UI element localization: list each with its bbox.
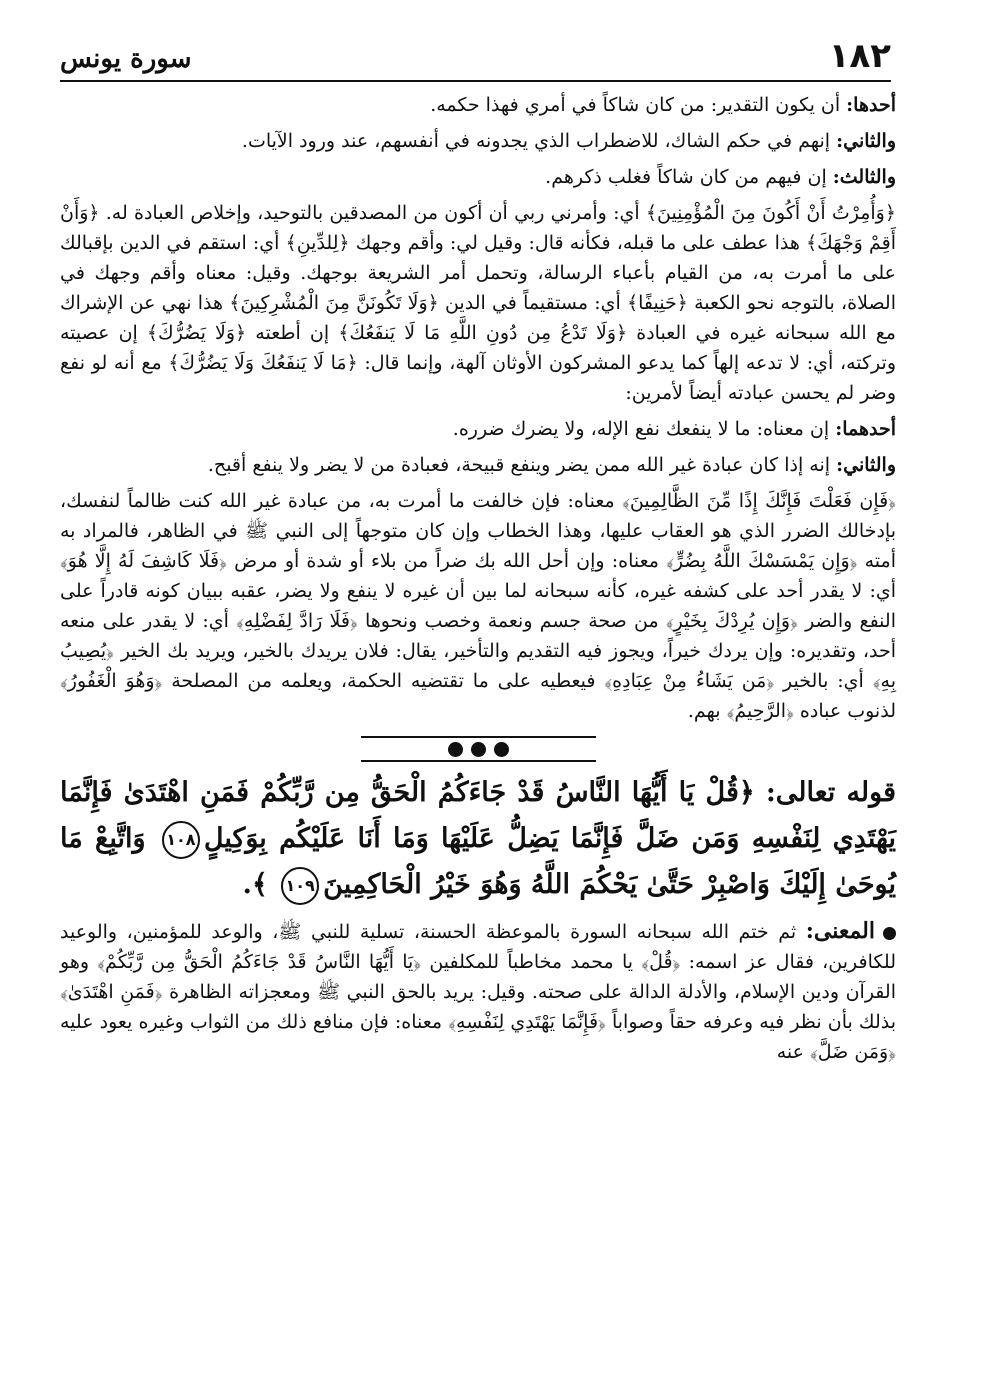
verse-text: وَاتَّبِعْ مَا يُوحَىٰ إِلَيْكَ وَاصْبِرْ حَتَّىٰ يَحْكُمَ اللَّهُ وَهُوَ خَيْرُ الْحَاكِمِينَ	[60, 823, 896, 900]
list-item	[60, 90, 896, 120]
meaning-text: ثم ختم الله سبحانه السورة بالموعظة الحسنة، تسلية للنبي ﷺ، والوعد للمؤمنين، والوعيد للكافرين، فقال عز اسمه: ﴿قُلْ﴾ يا محمد مخاطباً للمكلفين ﴿يَا أَيُّهَا النَّاسُ قَدْ جَاءَكُمُ الْحَقُّ مِن رَّبِّكُمْ﴾ وهو القرآن ودين الإسلام، والأدلة الدالة على صحته. وقيل: يريد بالحق النبي ﷺ ومعجزاته الظاهرة ﴿فَمَنِ اهْتَدَىٰ﴾ بذلك بأن نظر فيه وعرفه حقاً وصواباً ﴿فَإِنَّمَا يَهْتَدِي لِنَفْسِهِ﴾ معناه: فإن منافع ذلك من الثواب وغيره يعود عليه ﴿وَمَن ضَلَّ﴾ عنه	[60, 921, 896, 1063]
item-text: أن يكون التقدير: من كان شاكاً في أمري فهذا حكمه.	[430, 94, 847, 116]
commentary-paragraph: ﴿وَأُمِرْتُ أَنْ أَكُونَ مِنَ الْمُؤْمِنِينَ﴾ أي: وأمرني ربي أن أكون من المصدقين بالتوحيد، وإخلاص العبادة له. ﴿وَأَنْ أَقِمْ وَجْهَكَ﴾ هذا عطف على ما قبله، فكأنه قال: وقيل لي: وأقم وجهك ﴿لِلدِّينِ﴾ أي: استقم في الدين بإقبالك على ما أمرت به، من القيام بأعباء الرسالة، وتحمل أمر الشريعة بوجهك. وقيل: معناه وأقم وجهك في الصلاة، بالتوجه نحو الكعبة ﴿حَنِيفًا﴾ أي: مستقيماً في الدين ﴿وَلَا تَكُونَنَّ مِنَ الْمُشْرِكِينَ﴾ هذا نهي عن الإشراك مع الله سبحانه غيره في العبادة ﴿وَلَا تَدْعُ مِن دُونِ اللَّهِ مَا لَا يَنفَعُكَ﴾ إن أطعته ﴿وَلَا يَضُرُّكَ﴾ إن عصيته وتركته، أي: لا تدعه إلهاً كما يدعو المشركون الأوثان آلهة، وإنما قال: ﴿مَا لَا يَنفَعُكَ وَلَا يَضُرُّكَ﴾ مع أنه لو نفع وضر لم يحسن عبادته أيضاً لأمرين:	[60, 202, 896, 404]
item-term: والثاني:	[836, 130, 896, 152]
page-content	[60, 90, 896, 1073]
verse-intro: قوله تعالى:	[765, 777, 896, 808]
meaning-label: المعنى:	[805, 918, 875, 944]
surah-title: سورة يونس	[60, 44, 192, 74]
quran-verse-block	[60, 770, 896, 908]
verse-text: ﴿قُلْ يَا أَيُّهَا النَّاسُ قَدْ جَاءَكُمُ الْحَقُّ مِن رَّبِّكُمْ فَمَنِ اهْتَدَىٰ فَإِنَّمَا يَهْتَدِي لِنَفْسِهِ وَمَن ضَلَّ فَإِنَّمَا يَضِلُّ عَلَيْهَا وَمَا أَنَا عَلَيْكُم بِوَكِيلٍ	[60, 777, 897, 854]
bullet-icon	[883, 927, 896, 940]
list-item	[60, 162, 896, 192]
divider-dot	[448, 742, 463, 757]
list-item	[60, 126, 896, 156]
list-item	[60, 414, 896, 444]
section-divider	[361, 736, 596, 762]
item-text: إنهم في حكم الشاك، للاضطراب الذي يجدونه في أنفسهم، عند ورود الآيات.	[241, 130, 837, 152]
list-item	[60, 450, 896, 480]
commentary-paragraph: ﴿فَإِن فَعَلْتَ فَإِنَّكَ إِذًا مِّنَ الظَّالِمِينَ﴾ معناه: فإن خالفت ما أمرت به، من عبادة غير الله كنت ظالماً لنفسك، بإدخالك الضرر الذي هو العقاب عليها، وهذا الخطاب وإن كان متوجهاً إلى النبي ﷺ في الظاهر، فالمراد به أمته ﴿وَإِن يَمْسَسْكَ اللَّهُ بِضُرٍّ﴾ معناه: وإن أحل الله بك ضراً من بلاء أو شدة أو مرض ﴿فَلَا كَاشِفَ لَهُ إِلَّا هُوَ﴾ أي: لا يقدر أحد على كشفه غيره، كأنه سبحانه لما بين أن غيره لا ينفع ولا يضر، عقبه ببيان كونه قادراً على النفع والضر ﴿وَإِن يُرِدْكَ بِخَيْرٍ﴾ من صحة جسم ونعمة وخصب ونحوها ﴿فَلَا رَادَّ لِفَضْلِهِ﴾ أي: لا يقدر على منعه أحد، وتقديره: وإن يردك خيراً، ويجوز فيه التقديم والتأخير، يقال: فلان يريدك بالخير، ويريد بك الخير ﴿يُصِيبُ بِهِ﴾ أي: بالخير ﴿مَن يَشَاءُ مِنْ عِبَادِهِ﴾ فيعطيه على ما تقتضيه الحكمة، ويعلمه من المصلحة ﴿وَهُوَ الْغَفُورُ﴾ لذنوب عباده ﴿الرَّحِيمُ﴾ بهم.	[60, 490, 896, 722]
page-header	[60, 22, 891, 82]
page-number: ١٨٢	[828, 36, 891, 76]
item-text: إنه إذا كان عبادة غير الله ممن يضر وينفع قبيحة، فعبادة من لا يضر ولا ينفع أقبح.	[207, 454, 837, 476]
item-term: والثاني:	[836, 454, 896, 476]
verse-text: ﴾.	[242, 869, 278, 900]
meaning-paragraph	[60, 916, 896, 1067]
item-term: أحدها:	[846, 94, 896, 116]
ayah-number-marker: ١٠٨	[162, 821, 200, 859]
item-text: إن فيهم من كان شاكاً فغلب ذكرهم.	[545, 166, 833, 188]
item-term: أحدهما:	[835, 418, 896, 440]
item-text: إن معناه: ما لا ينفعك نفع الإله، ولا يضرك ضرره.	[452, 418, 836, 440]
divider-dot	[494, 742, 509, 757]
ayah-number-marker: ١٠٩	[281, 867, 319, 905]
divider-dot	[471, 742, 486, 757]
item-term: والثالث:	[832, 166, 896, 188]
